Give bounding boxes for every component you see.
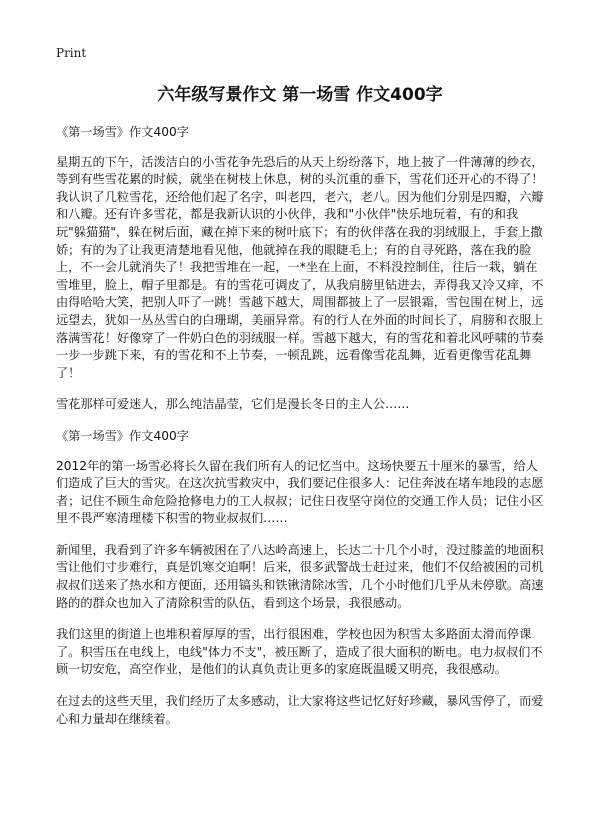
page-title: 六年级写景作文 第一场雪 作文400字	[157, 85, 443, 105]
paragraph: 星期五的下午，活泼洁白的小雪花争先恐后的从天上纷纷落下，地上披了一件薄薄的纱衣，等到有些雪花累的时候，就坐在树枝上休息，树的头沉重的垂下，雪花们还开心的不得了！我认识了几粒雪花，还给他们起了名字，叫老四，老六，老八。因为他们分别是四瓣，六瓣和八瓣。还有许多雪花，都是我新认识的小伙伴，我和"小伙伴"快乐地玩着，有的和我玩"躲猫猫"，躲在树后面，藏在掉下来的树叶底下；有的伙伴落在我的羽绒服上，手套上撒娇；有的为了让我更清楚地看见他，他就掉在我的眼睫毛上；有的自寻死路，落在我的脸上，不一会儿就消失了！我把雪堆在一起，一*坐在上面，不料没控制住，往后一栽，躺在雪堆里，脸上，帽子里都是。有的雪花可调皮了，从我肩膀里钻进去，弄得我又冷又痒，不由得哈哈大笑，把别人吓了一跳！雪越下越大，周围都披上了一层银霜，雪包围在树上，远远望去，犹如一丛丛雪白的白珊瑚，美丽异常。有的行人在外面的时间长了，肩膀和衣服上落满雪花！好像穿了一件奶白色的羽绒服一样。雪越下越大，有的雪花和着北风呼啸的节奏一步一步跳下来，有的雪花和不上节奏，一顿乱跳，远看像雪花乱舞，近看更像雪花乱舞了！	[56, 154, 544, 380]
paragraph: 2012年的第一场雪必将长久留在我们所有人的记忆当中。这场快要五十厘米的暴雪，给人们造成了巨大的雪灾。在这次抗雪救灾中，我们要记住很多人：记住奔波在堵车地段的志愿者；记住不顾生命危险抢修电力的工人叔叔；记住日夜坚守岗位的交通工作人员；记住小区里不畏严寒清理楼下积雪的物业叔叔们……	[56, 458, 544, 526]
paragraph: 我们这里的街道上也堆积着厚厚的雪，出行很困难，学校也因为积雪太多路面太滑而停课了。积雪压在电线上，电线"体力不支"，被压断了，造成了很大面积的断电。电力叔叔们不顾一切安危，高空作业，是他们的认真负责让更多的家庭既温暖又明亮，我很感动。	[56, 627, 543, 677]
print-link[interactable]: Print	[56, 46, 87, 60]
section-subtitle: 《第一场雪》作文400字	[56, 125, 189, 139]
paragraph: 雪花那样可爱迷人，那么纯洁晶莹，它们是漫长冬日的主人公……	[56, 397, 410, 412]
essay-section-1	[56, 124, 546, 414]
paragraph: 在过去的这些天里，我们经历了太多感动，让大家将这些记忆好好珍藏，暴风雪停了，而爱心和力量却在继续着。	[56, 694, 544, 726]
section-subtitle: 《第一场雪》作文400字	[56, 428, 189, 443]
article-body	[56, 124, 546, 742]
paragraph: 新闻里，我看到了许多车辆被困在了八达岭高速上，长达二十几个小时，没过膝盖的地面积雪让他们寸步难行，真是饥寒交迫啊！后来，很多武警战士赶过来，他们不仅给被困的司机叔叔们送来了热水和方便面，还用镐头和铁锹清除冰雪，几个小时他们几乎从未停歇。高速路的的群众也加入了清除积雪的队伍，看到这个场景，我很感动。	[56, 542, 544, 610]
essay-section-2	[56, 428, 546, 728]
